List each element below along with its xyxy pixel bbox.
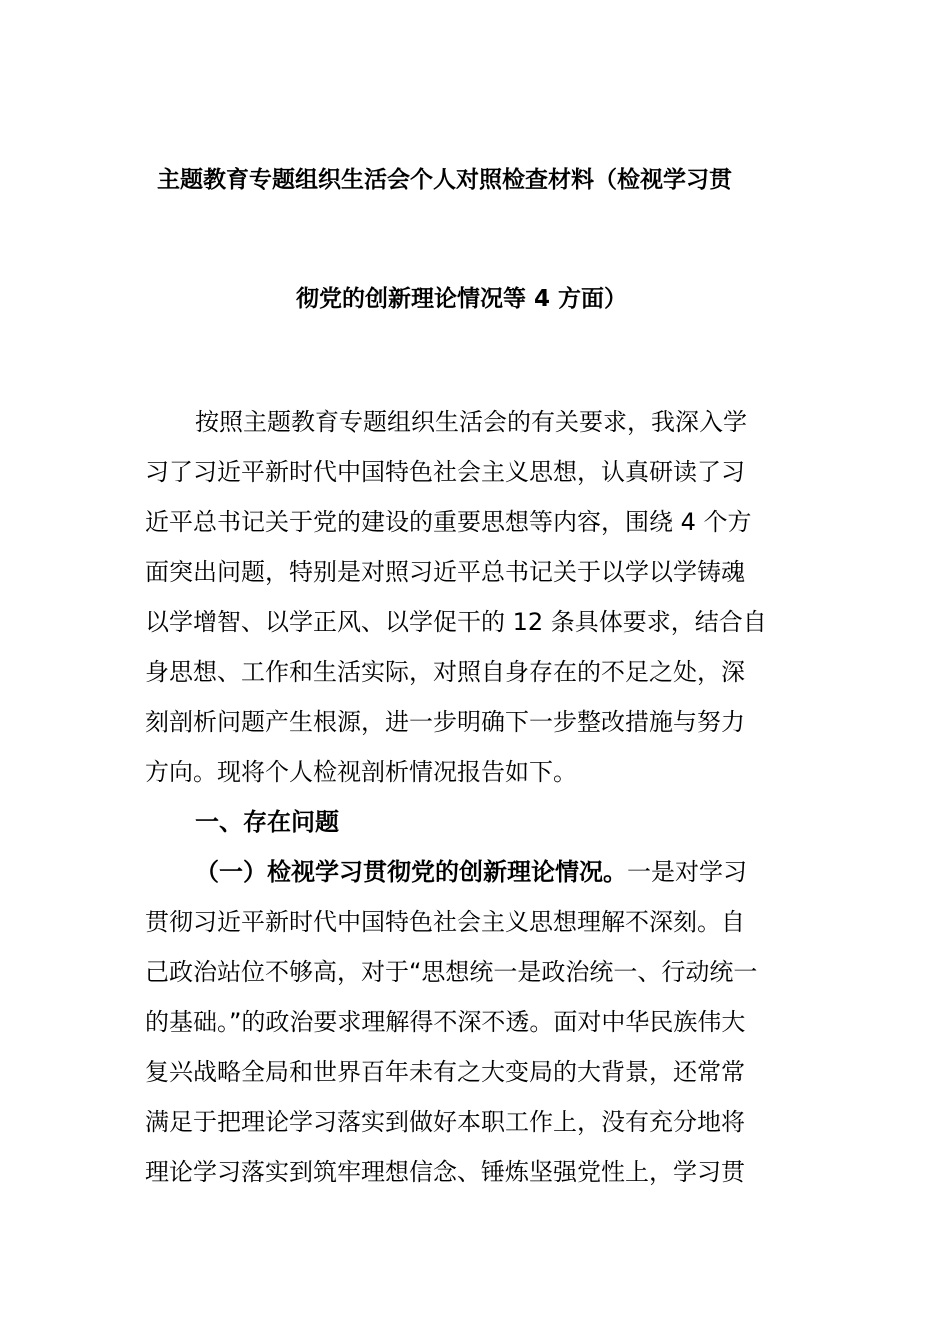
paragraph-line: 的基础。”的政治要求理解得不深不透。面对中华民族伟大 [145,1008,746,1036]
paragraph-line: 刻剖析问题产生根源，进一步明确下一步整改措施与努力 [145,708,745,736]
document-title-line-1: 主题教育专题组织生活会个人对照检查材料（检视学习贯 [157,167,732,193]
paragraph-line: 身思想、工作和生活实际，对照自身存在的不足之处，深 [145,658,745,686]
paragraph-line: 以学增智、以学正风、以学促干的 12 条具体要求，结合自 [145,608,767,636]
paragraph-line: 习了习近平新时代中国特色社会主义思想，认真研读了习 [145,458,745,486]
section-heading [145,797,810,847]
subsection-lead-text: 一是对学习 [627,858,747,886]
subsection-paragraph [145,847,810,1197]
paragraph-line: 按照主题教育专题组织生活会的有关要求，我深入学 [195,408,747,436]
subsection-heading: （一）检视学习贯彻党的创新理论情况。 [195,858,627,886]
paragraph-line: 方向。现将个人检视剖析情况报告如下。 [145,758,577,786]
paragraph-line [145,847,810,897]
document-title-line-2: 彻党的创新理论情况等 4 方面） [296,286,628,312]
paragraph-line: 贯彻习近平新时代中国特色社会主义思想理解不深刻。自 [145,908,745,936]
paragraph-line: 近平总书记关于党的建设的重要思想等内容，围绕 4 个方 [145,508,752,536]
intro-paragraph [145,397,810,797]
paragraph-line: 复兴战略全局和世界百年未有之大变局的大背景，还常常 [145,1058,745,1086]
paragraph-line: 己政治站位不够高，对于“思想统一是政治统一、行动统一 [145,958,758,986]
paragraph-line: 理论学习落实到筑牢理想信念、锤炼坚强党性上，学习贯 [145,1158,745,1186]
paragraph-line: 满足于把理论学习落实到做好本职工作上，没有充分地将 [145,1108,745,1136]
section-heading-text: 一、存在问题 [195,808,339,836]
paragraph-line: 面突出问题，特别是对照习近平总书记关于以学以学铸魂 [145,558,745,586]
